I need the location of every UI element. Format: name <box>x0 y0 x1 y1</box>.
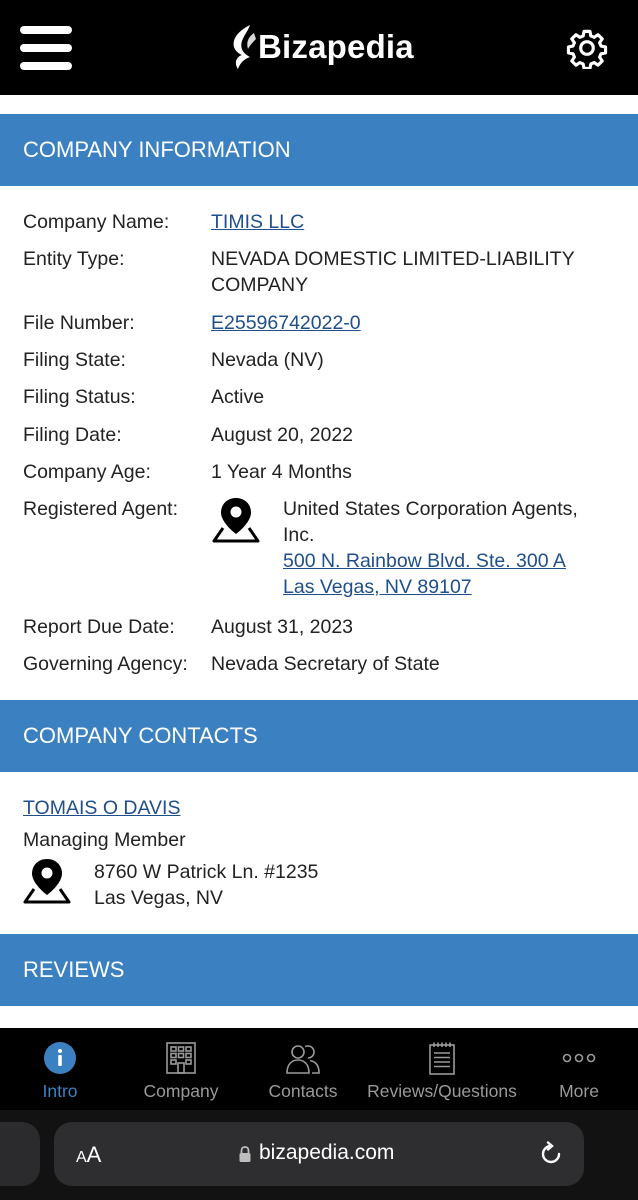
contact-address-line2: Las Vegas, NV <box>94 887 223 909</box>
label-governing-agency: Governing Agency: <box>23 653 188 675</box>
label-company-age: Company Age: <box>23 461 151 483</box>
previous-tab-pill[interactable] <box>0 1122 40 1186</box>
tab-contacts-label: Contacts <box>268 1081 338 1101</box>
info-icon <box>43 1041 77 1075</box>
brand-name: Bizapedia <box>258 28 414 65</box>
map-pin-icon <box>22 857 72 905</box>
people-icon <box>286 1041 320 1075</box>
reload-icon[interactable] <box>537 1140 565 1168</box>
label-filing-state: Filing State: <box>23 349 126 371</box>
contact-role: Managing Member <box>23 829 186 851</box>
entity-type-line2: COMPANY <box>211 274 309 296</box>
agent-name-line2: Inc. <box>283 524 315 546</box>
tab-intro-label: Intro <box>42 1081 78 1101</box>
label-filing-status: Filing Status: <box>23 386 136 408</box>
value-report-due-date: August 31, 2023 <box>211 616 354 638</box>
value-governing-agency: Nevada Secretary of State <box>211 653 440 675</box>
tab-more[interactable] <box>520 1028 638 1110</box>
tab-more-label: More <box>559 1081 599 1101</box>
agent-name-line1: United States Corporation Agents, <box>283 498 578 520</box>
address-bar[interactable] <box>54 1122 584 1186</box>
section-header-reviews: REVIEWS <box>0 934 638 1006</box>
tab-contacts[interactable] <box>242 1028 364 1110</box>
gear-icon[interactable] <box>566 27 608 69</box>
contact-address-line1: 8760 W Patrick Ln. #1235 <box>94 861 319 883</box>
value-filing-status: Active <box>211 386 265 408</box>
tab-reviews-questions-label: Reviews/Questions <box>367 1081 517 1101</box>
label-registered-agent: Registered Agent: <box>23 498 179 520</box>
text-size-button[interactable]: AA <box>76 1142 102 1167</box>
top-header <box>0 0 638 95</box>
company-name-link[interactable]: TIMIS LLC <box>211 211 305 233</box>
value-filing-date: August 20, 2022 <box>211 424 354 446</box>
browser-toolbar <box>0 1110 638 1200</box>
bizapedia-logo[interactable] <box>228 22 414 72</box>
tab-intro[interactable] <box>0 1028 120 1110</box>
map-pin-icon <box>211 496 261 544</box>
contact-address <box>94 859 318 911</box>
agent-address-link-line2[interactable]: Las Vegas, NV 89107 <box>283 576 472 598</box>
tab-reviews-questions[interactable] <box>364 1028 520 1110</box>
label-entity-type: Entity Type: <box>23 248 125 270</box>
url-text[interactable]: bizapedia.com <box>259 1141 395 1164</box>
bizapedia-logo-mark-icon <box>228 23 258 71</box>
contact-name-link[interactable]: TOMAIS O DAVIS <box>23 797 181 819</box>
hamburger-menu-icon[interactable] <box>20 26 72 70</box>
label-report-due-date: Report Due Date: <box>23 616 175 638</box>
value-filing-state: Nevada (NV) <box>211 349 324 371</box>
agent-address-link-line1[interactable]: 500 N. Rainbow Blvd. Ste. 300 A <box>283 550 566 572</box>
label-company-name: Company Name: <box>23 211 170 233</box>
tab-company-label: Company <box>143 1081 219 1101</box>
row-registered-agent <box>0 496 638 606</box>
ellipsis-icon <box>562 1041 596 1075</box>
entity-type-line1: NEVADA DOMESTIC LIMITED-LIABILITY <box>211 248 575 270</box>
notepad-icon <box>425 1041 459 1075</box>
file-number-link[interactable]: E25596742022-0 <box>211 312 361 334</box>
section-header-company-information: COMPANY INFORMATION <box>0 114 638 186</box>
value-company-age: 1 Year 4 Months <box>211 461 352 483</box>
tab-company[interactable] <box>120 1028 242 1110</box>
lock-icon <box>238 1145 252 1163</box>
building-icon <box>164 1041 198 1075</box>
label-filing-date: Filing Date: <box>23 424 122 446</box>
label-file-number: File Number: <box>23 312 135 334</box>
section-header-company-contacts: COMPANY CONTACTS <box>0 700 638 772</box>
bottom-tab-bar <box>0 1028 638 1110</box>
